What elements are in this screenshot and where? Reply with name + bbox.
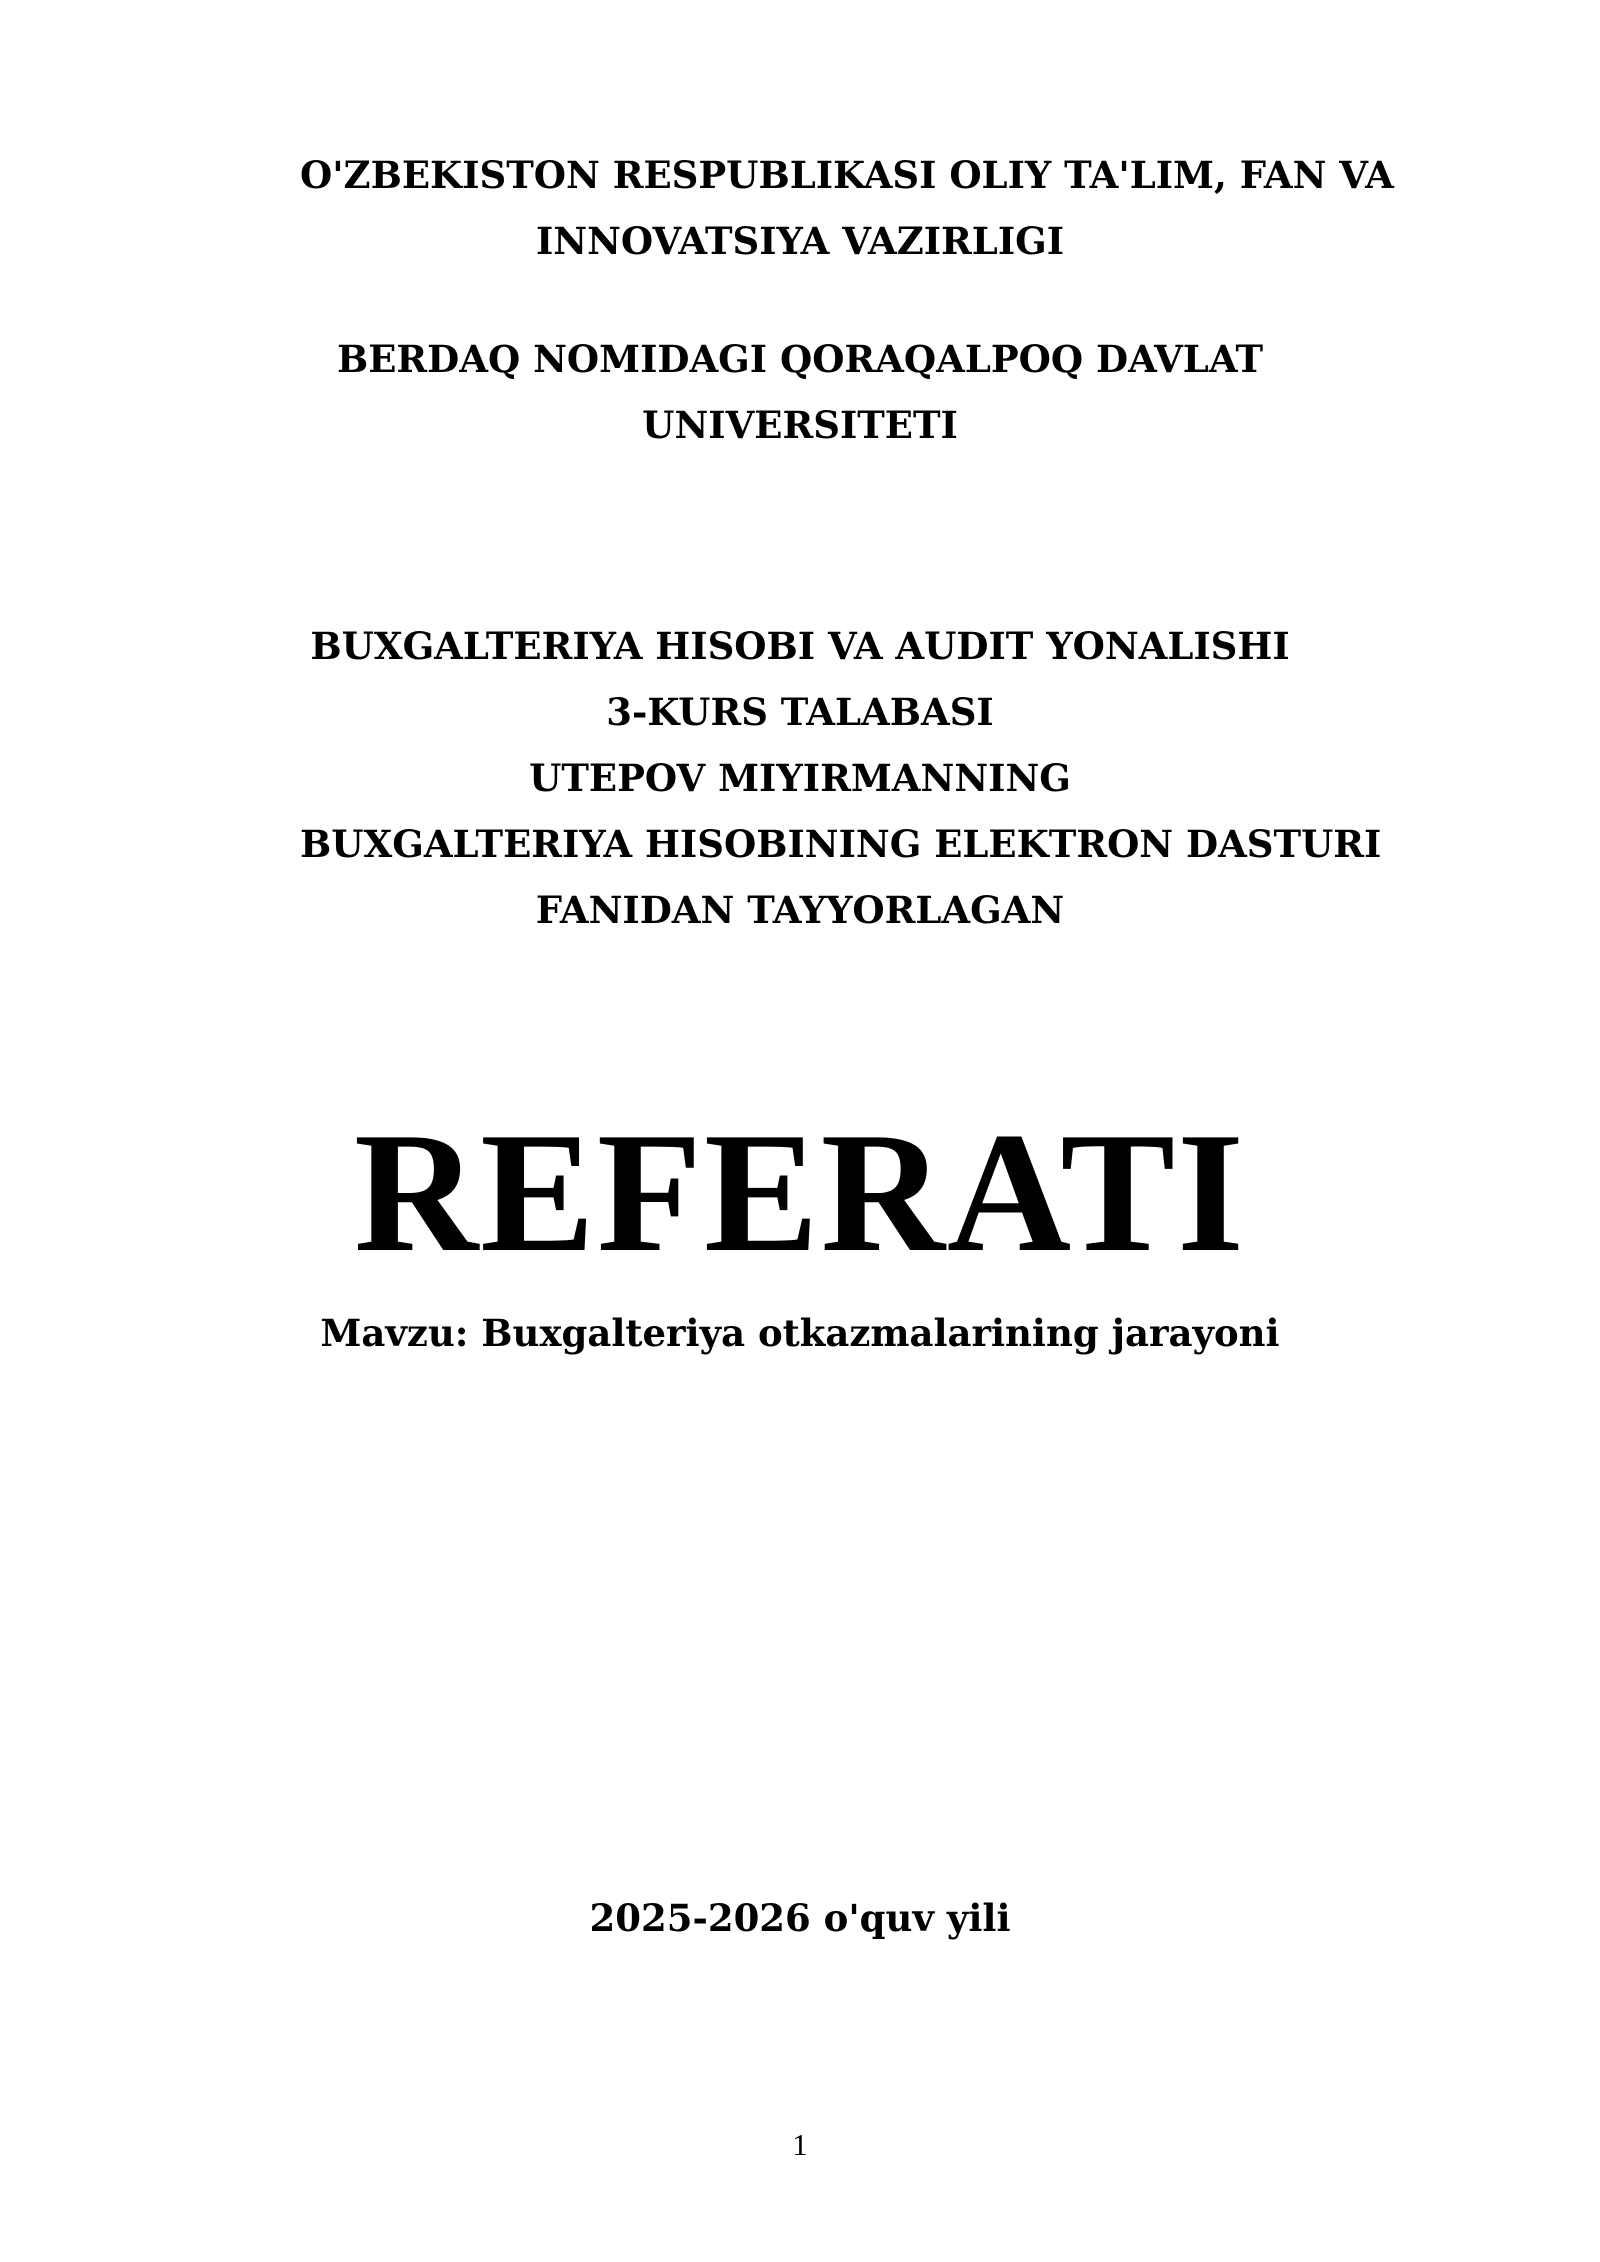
document-type-title: REFERATI (353, 1098, 1247, 1288)
student-info-line: 3-KURS TALABASI (606, 690, 994, 734)
ministry-heading (300, 142, 1394, 274)
student-info-line: FANIDAN TAYYORLAGAN (535, 888, 1065, 932)
student-info-line: BUXGALTERIYA HISOBINING ELEKTRON DASTURI (300, 822, 1382, 866)
university-line: BERDAQ NOMIDAGI QORAQALPOQ DAVLAT (336, 337, 1264, 381)
document-topic: Mavzu: Buxgalteriya otkazmalarining jarayoni (320, 1311, 1280, 1355)
academic-year: 2025-2026 o'quv yili (589, 1896, 1011, 1940)
student-info (300, 613, 1382, 943)
university-heading (300, 326, 1300, 458)
university-line: UNIVERSITETI (642, 403, 958, 447)
ministry-line: INNOVATSIYA VAZIRLIGI (535, 219, 1065, 263)
page-number: 1 (792, 2127, 808, 2162)
student-info-line: UTEPOV MIYIRMANNING (529, 756, 1071, 800)
student-info-line: BUXGALTERIYA HISOBI VA AUDIT YONALISHI (310, 624, 1290, 668)
ministry-line: O'ZBEKISTON RESPUBLIKASI OLIY TA'LIM, FAN VA (300, 153, 1394, 197)
